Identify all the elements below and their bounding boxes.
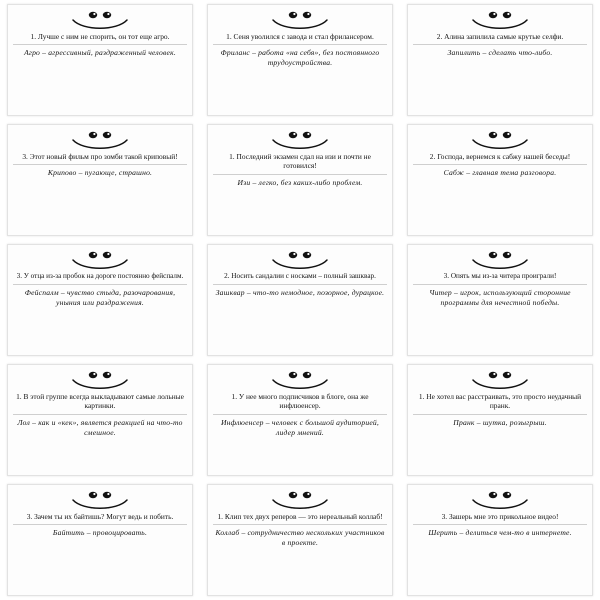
card[interactable] <box>0 360 200 480</box>
card-divider <box>213 44 387 45</box>
card-question: 1. Не хотел вас расстраивать, это просто неудачный пранк. <box>418 392 582 411</box>
card-answer: Читер – игрок, использующий сторонние программы для нечестной победы. <box>429 288 571 308</box>
card-inner <box>207 124 393 236</box>
card-inner <box>7 484 193 596</box>
card-divider <box>13 414 187 415</box>
card-inner <box>7 244 193 356</box>
card-question: 3. Зашерь мне это прикольное видео! <box>441 512 559 521</box>
card-answer: Агро – агрессивный, раздраженный человек. <box>24 48 176 58</box>
card-question: 3. Этот новый фильм про зомби такой криповый! <box>22 152 178 161</box>
card-inner <box>7 364 193 476</box>
smiley-face-icon <box>69 129 131 151</box>
card-question: 2. Господа, вернемся к сабжу нашей беседы! <box>429 152 571 161</box>
card-question: 2. Алина запилила самые крутые селфи. <box>436 32 564 41</box>
card[interactable] <box>400 120 600 240</box>
card-divider <box>13 284 187 285</box>
card-answer: Запилить – сделать что-либо. <box>447 48 553 58</box>
card-inner <box>407 4 593 116</box>
card-answer: Пранк – шутка, розыгрыш. <box>453 417 547 427</box>
card-inner <box>207 244 393 356</box>
card[interactable] <box>200 480 400 600</box>
card[interactable] <box>400 0 600 120</box>
card-answer: Коллаб – сотрудничество нескольких участников в проекте. <box>215 528 385 548</box>
card[interactable] <box>0 480 200 600</box>
smiley-face-icon <box>69 249 131 271</box>
card-inner <box>207 4 393 116</box>
card-divider <box>413 524 587 525</box>
card-question: 1. У нее много подписчиков в блоге, она же инфлюенсер. <box>231 392 369 411</box>
smiley-face-icon <box>469 369 531 391</box>
smiley-face-icon <box>269 369 331 391</box>
smiley-face-icon <box>269 489 331 511</box>
card-divider <box>213 414 387 415</box>
card-divider <box>213 174 387 175</box>
smiley-face-icon <box>69 9 131 31</box>
card-inner <box>407 124 593 236</box>
smiley-face-icon <box>469 9 531 31</box>
smiley-face-icon <box>69 489 131 511</box>
card-divider <box>13 164 187 165</box>
card-inner <box>207 364 393 476</box>
card[interactable] <box>400 360 600 480</box>
card[interactable] <box>0 0 200 120</box>
smiley-face-icon <box>469 129 531 151</box>
card-question: 2. Носить сандалии с носками – полный зашквар. <box>224 272 376 280</box>
card-inner <box>207 484 393 596</box>
card-divider <box>413 44 587 45</box>
smiley-face-icon <box>269 129 331 151</box>
card-question: 1. Сеня уволился с завода и стал фрилансером. <box>226 32 374 41</box>
card-question: 1. Лучше с ним не спорить, он тот еще агро. <box>30 32 170 41</box>
card-answer: Фейспалм – чувство стыда, разочарования, уныния или раздражения. <box>24 288 176 308</box>
card[interactable] <box>200 120 400 240</box>
card[interactable] <box>200 240 400 360</box>
smiley-face-icon <box>69 369 131 391</box>
card-divider <box>413 164 587 165</box>
card-inner <box>407 364 593 476</box>
card-answer: Изи – легко, без каких-либо проблем. <box>237 177 363 187</box>
card-answer: Зашквар – что-то немодное, позорное, дурацкое. <box>215 288 385 298</box>
smiley-face-icon <box>469 489 531 511</box>
smiley-face-icon <box>269 249 331 271</box>
card-inner <box>7 124 193 236</box>
card[interactable] <box>0 240 200 360</box>
card-answer: Инфлюенсер – человек с большой аудиторией, лидер мнений. <box>220 417 380 437</box>
card[interactable] <box>200 0 400 120</box>
card-divider <box>413 284 587 285</box>
card-divider <box>13 524 187 525</box>
card-inner <box>407 484 593 596</box>
card-answer: Лол – как и «кек», является реакцией на что-то смешное. <box>17 417 183 437</box>
card-divider <box>213 284 387 285</box>
smiley-face-icon <box>469 249 531 271</box>
card-question: 1. В этой группе всегда выкладывают самые лольные картинки. <box>16 392 184 411</box>
card-question: 1. Последний экзамен сдал на изи и почти не готовился! <box>229 152 371 171</box>
card-answer: Шерить – делиться чем-то в интернете. <box>428 528 572 538</box>
card-answer: Фриланс – работа «на себя», без постоянного трудоустройства. <box>220 48 380 68</box>
card[interactable] <box>400 480 600 600</box>
card-inner <box>407 244 593 356</box>
card[interactable] <box>0 120 200 240</box>
card-answer: Криповo – пугающе, страшно. <box>47 168 153 178</box>
card[interactable] <box>400 240 600 360</box>
card-divider <box>413 414 587 415</box>
card-question: 3. Зачем ты их байтишь? Могут ведь и побить. <box>26 512 174 521</box>
card-inner <box>7 4 193 116</box>
card-divider <box>213 524 387 525</box>
card-answer: Байтить – провоцировать. <box>52 528 148 538</box>
card[interactable] <box>200 360 400 480</box>
card-question: 3. Опять мы из-за читера проиграли! <box>443 272 557 280</box>
card-answer: Сабж – главная тема разговора. <box>443 168 557 178</box>
card-divider <box>13 44 187 45</box>
card-question: 1. Клип тех двух реперов — это нереальный коллаб! <box>217 512 383 521</box>
smiley-face-icon <box>269 9 331 31</box>
card-question: 3. У отца из-за пробок на дороге постоянно фейспалм. <box>16 272 184 280</box>
